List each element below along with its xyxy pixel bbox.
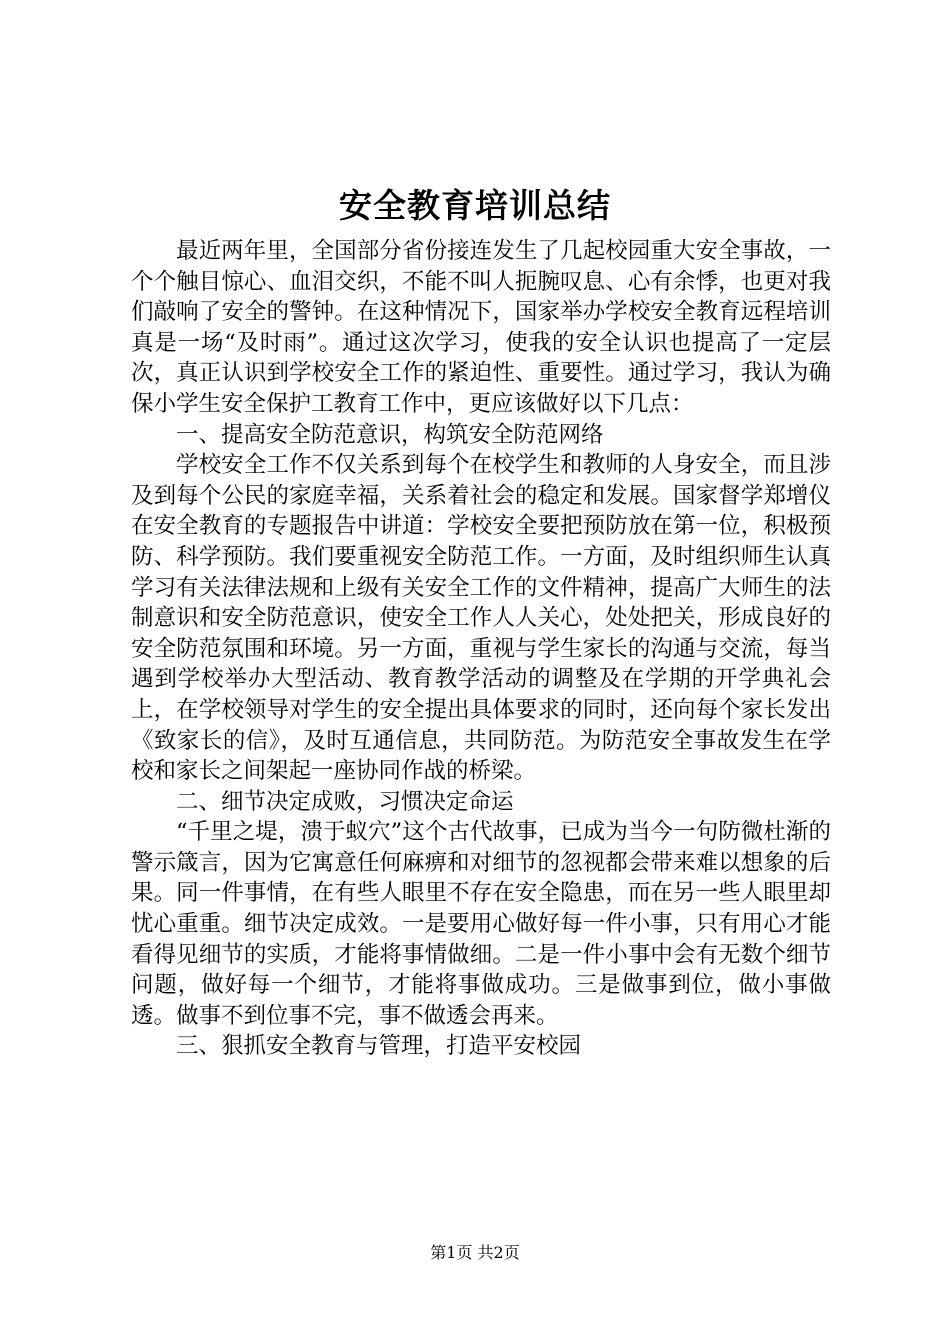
paragraph-section-1: 学校安全工作不仅关系到每个在校学生和教师的人身安全，而且涉及到每个公民的家庭幸福，关系着社会的稳定和发展。国家督学郑增仪在安全教育的专题报告中讲道：学校安全要把预防放在第一位，积极预防、科学预防。我们要重视安全防范工作。一方面，及时组织师生认真学习有关法律法规和上级有关安全工作的文件精神，提高广大师生的法制意识和安全防范意识，使安全工作人人关心，处处把关，形成良好的安全防范氛围和环境。另一方面，重视与学生家长的沟通与交流，每当遇到学校举办大型活动、教育教学活动的调整及在学期的开学典礼会上，在学校领导对学生的安全提出具体要求的同时，还向每个家长发出《致家长的信》，及时互通信息，共同防范。为防范安全事故发生在学校和家长之间架起一座协同作战的桥梁。 xyxy=(131,452,831,785)
document-body xyxy=(131,236,831,1062)
section-heading-2: 二、细节决定成败，习惯决定命运 xyxy=(176,788,514,815)
document-title: 安全教育培训总结 xyxy=(339,186,611,225)
paragraph-section-2: “千里之堤，溃于蚁穴”这个古代故事，已成为当今一句防微杜渐的警示箴言，因为它寓意任何麻痹和对细节的忽视都会带来难以想象的后果。同一件事情，在有些人眼里不存在安全隐患，而在另一些人眼里却忧心重重。细节决定成效。一是要用心做好每一件小事，只有用心才能看得见细节的实质，才能将事情做细。二是一件小事中会有无数个细节问题，做好每一个细节，才能将事做成功。三是做事到位，做小事做透。做事不到位事不完，事不做透会再来。 xyxy=(131,819,831,1029)
page-footer: 第1页 共2页 xyxy=(430,1243,520,1262)
paragraph-intro: 最近两年里，全国部分省份接连发生了几起校园重大安全事故，一个个触目惊心、血泪交织，不能不叫人扼腕叹息、心有余悸，也更对我们敲响了安全的警钟。在这种情况下，国家举办学校安全教育远程培训真是一场“及时雨”。通过这次学习，使我的安全认识也提高了一定层次，真正认识到学校安全工作的紧迫性、重要性。通过学习，我认为确保小学生安全保护工教育工作中，更应该做好以下几点： xyxy=(131,238,831,417)
section-heading-1: 一、提高安全防范意识，构筑安全防范网络 xyxy=(176,421,604,448)
section-heading-3: 三、狠抓安全教育与管理，打造平安校园 xyxy=(176,1033,582,1060)
